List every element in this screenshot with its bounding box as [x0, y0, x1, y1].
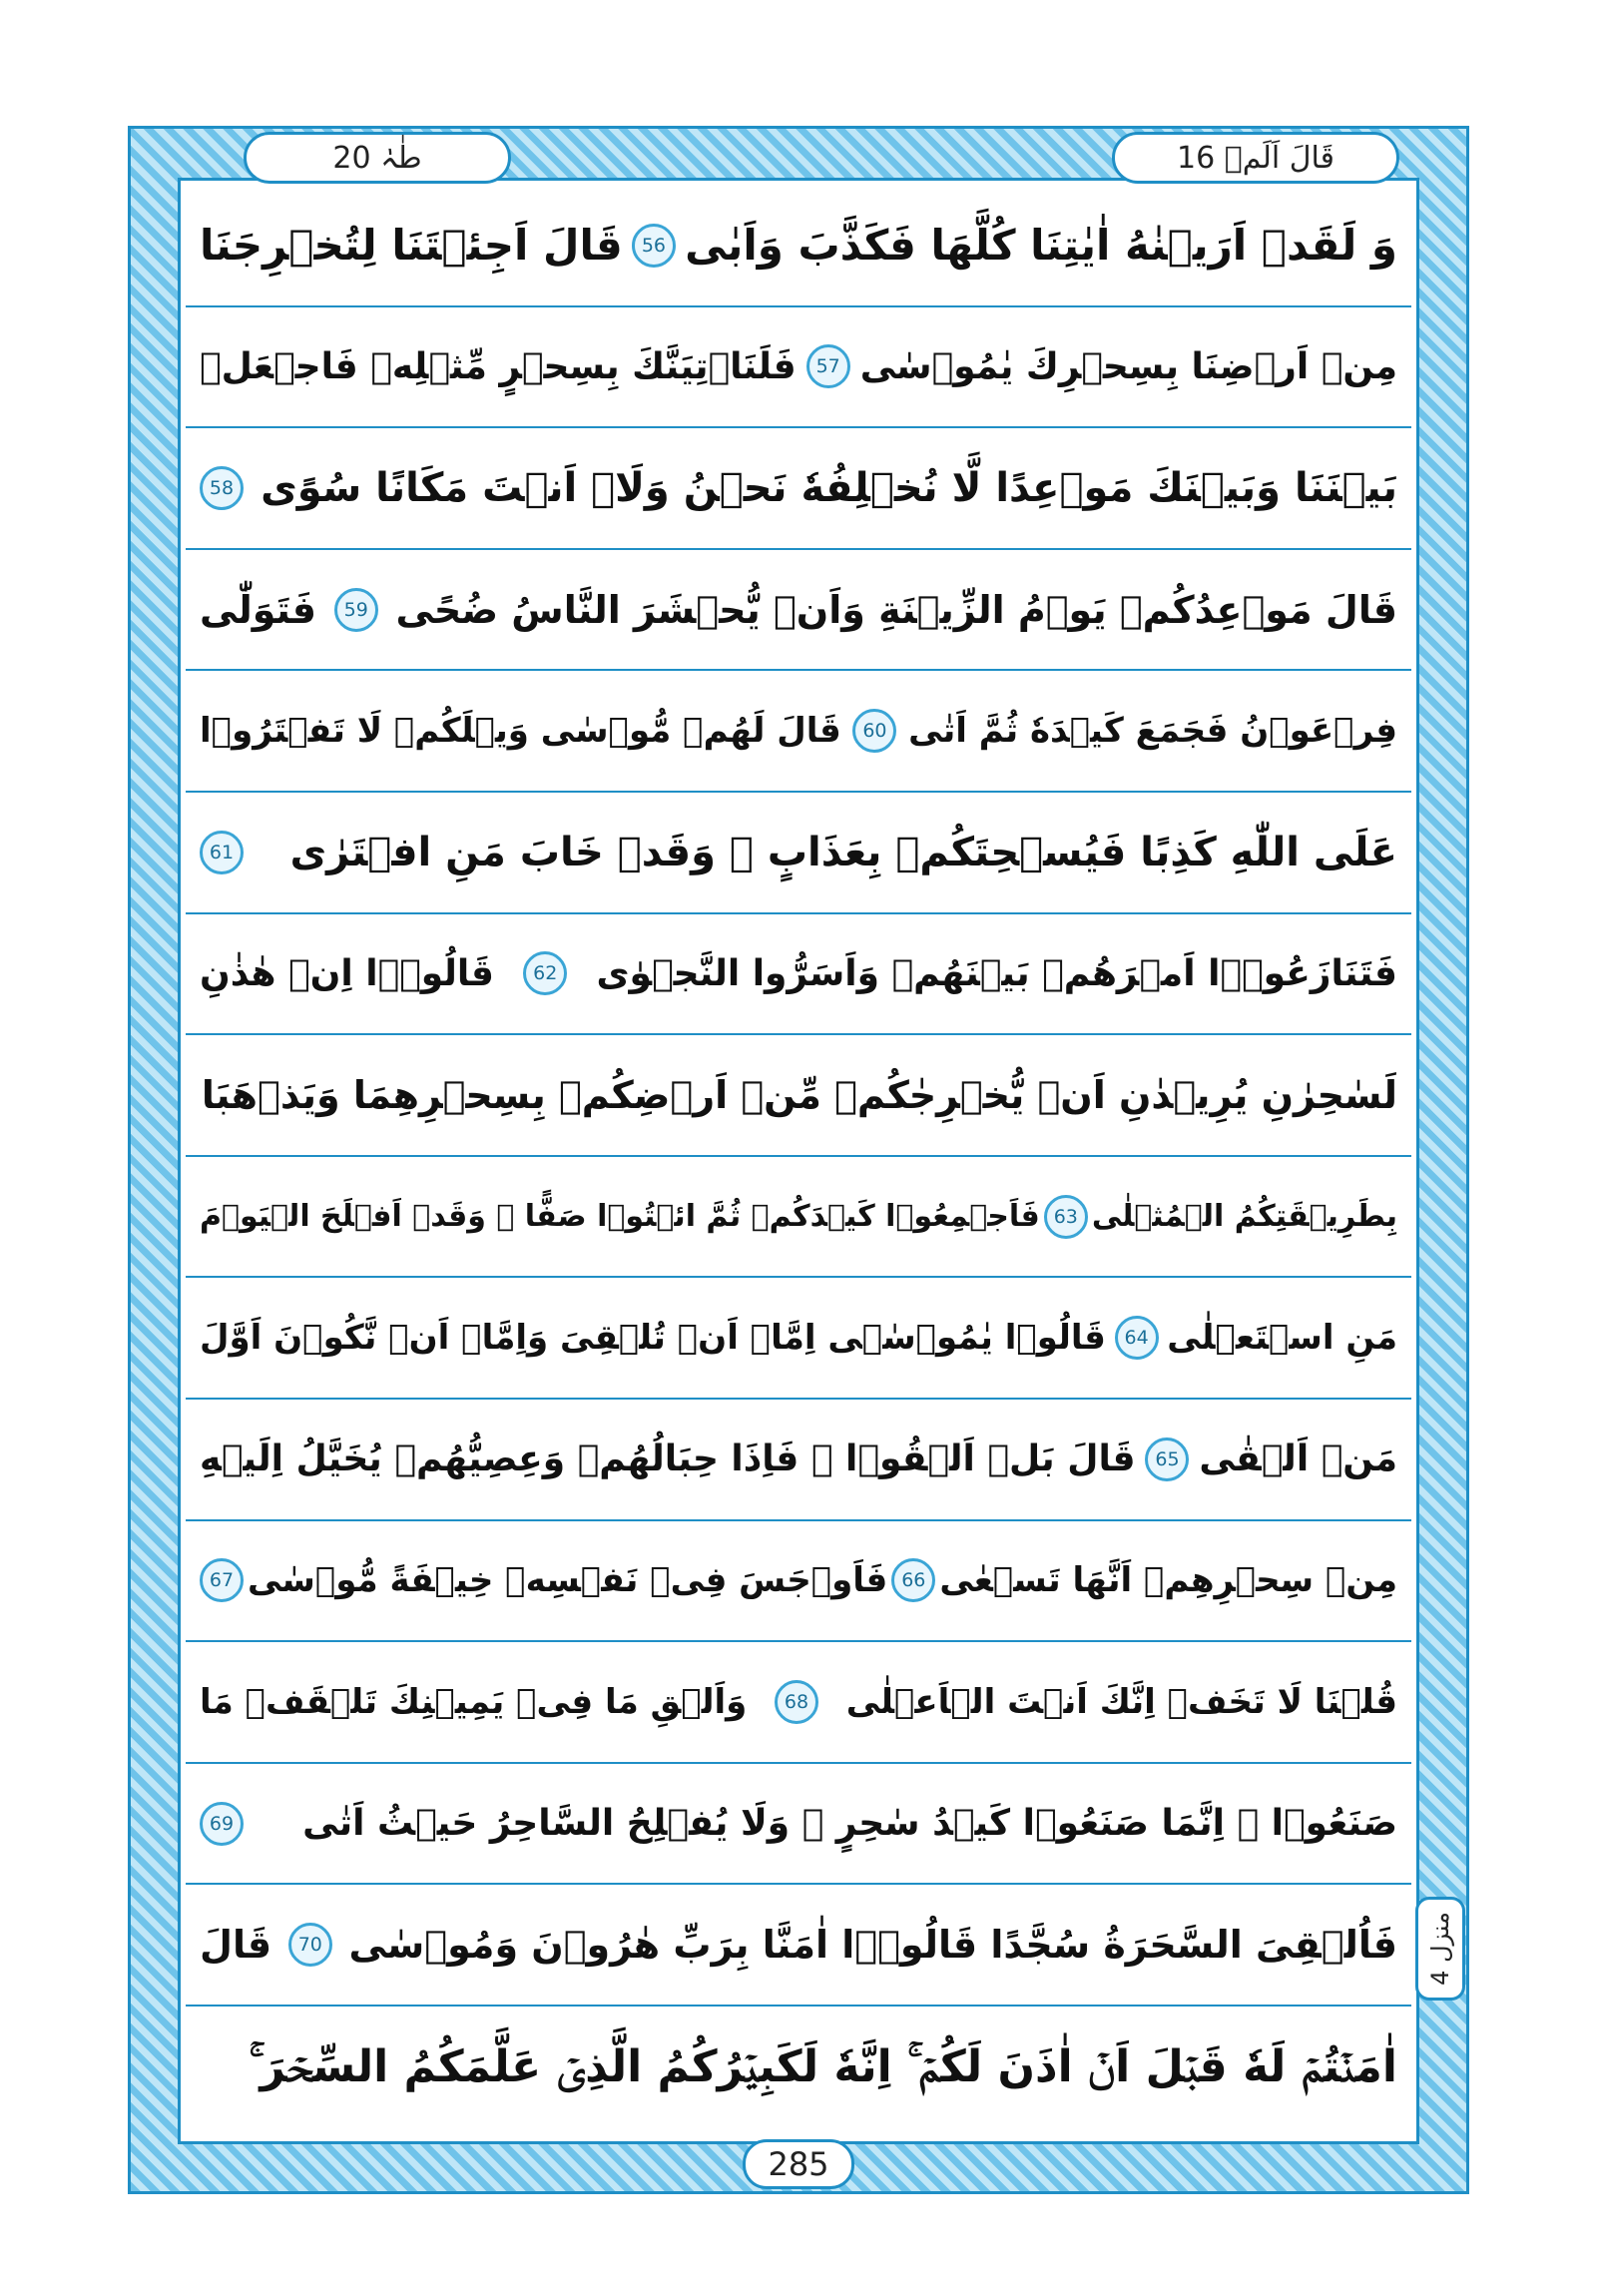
ayah-number-marker: 61: [200, 831, 244, 874]
verse-text: قَالَ مَوۡعِدُكُمۡ يَوۡمُ الزِّيۡنَةِ وَاَنۡ يُّحۡشَرَ النَّاسُ ضُحًى: [395, 587, 1397, 632]
surah-name-label: طٰہٰ 20: [332, 140, 422, 176]
ayah-number-marker: 65: [1145, 1437, 1189, 1481]
verse-line: [186, 550, 1411, 672]
page-number: 285: [768, 2145, 829, 2183]
verse-text: صَنَعُوۡا ۚ اِنَّمَا صَنَعُوۡا كَيۡدُ سٰحِرٍ ۚ وَلَا يُفۡلِحُ السَّاحِرُ حَيۡثُ اَتٰى: [302, 1803, 1397, 1845]
verse-text: بَيۡنَنَا وَبَيۡنَكَ مَوۡعِدًا لَّا نُخۡلِفُهٗ نَحۡنُ وَلَاۤ اَنۡتَ مَكَانًا سُوًى: [261, 464, 1397, 511]
verse-text: قَالَ اَجِئۡتَنَا لِتُخۡرِجَنَا: [200, 221, 623, 271]
ayah-number-marker: 59: [334, 588, 378, 632]
verse-line: [186, 671, 1411, 793]
verse-line: [186, 1278, 1411, 1400]
ayah-number-marker: 67: [200, 1558, 244, 1602]
ayah-number-marker: 63: [1044, 1195, 1088, 1239]
verse-line: [186, 2007, 1411, 2128]
verse-text: فَتَنَازَعُوۡۤا اَمۡرَهُمۡ بَيۡنَهُمۡ وَاَسَرُّوا النَّجۡوٰى: [596, 952, 1397, 994]
surah-name-header: [244, 132, 511, 184]
verse-text: فَاُلۡقِىَ السَّحَرَةُ سُجَّدًا قَالُوۡۤا اٰمَنَّا بِرَبِّ هٰرُوۡنَ وَمُوۡسٰى: [348, 1923, 1397, 1968]
manzil-label: منزل 4: [1426, 1912, 1454, 1986]
ayah-number-marker: 70: [288, 1923, 332, 1967]
verse-text: قَالُوۡۤا اِنۡ هٰذٰنِ: [200, 952, 494, 994]
ayah-number-marker: 66: [891, 1558, 935, 1602]
verse-line: [186, 307, 1411, 429]
verse-text: فَلَنَاۡتِيَنَّكَ بِسِحۡرٍ مِّثۡلِهٖ فَاجۡعَلۡ: [200, 345, 797, 387]
ayah-number-marker: 64: [1115, 1316, 1159, 1360]
verse-text: لَسٰحِرٰنِ يُرِيۡدٰنِ اَنۡ يُّخۡرِجٰكُمۡ مِّنۡ اَرۡضِكُمۡ بِسِحۡرِهِمَا وَيَذۡهَبَا: [201, 1072, 1397, 1117]
verse-text: بِطَرِيۡقَتِكُمُ الۡمُثۡلٰى: [1091, 1199, 1397, 1235]
ayah-number-marker: 60: [852, 709, 896, 753]
verse-line: [186, 1157, 1411, 1279]
verse-line: [186, 914, 1411, 1036]
verse-text: فَتَوَلّٰى: [200, 587, 316, 632]
verse-line: [186, 428, 1411, 550]
verse-line: [186, 1400, 1411, 1521]
verse-line: [186, 1885, 1411, 2007]
verse-text: اٰمَنۡتُمۡ لَهٗ قَبۡلَ اَنۡ اٰذَنَ لَكُمۡ ۚ اِنَّهٗ لَكَبِيۡرُكُمُ الَّذِىۡ عَلَّمَكُمُ السِّحۡرَ ۚ: [249, 2041, 1397, 2093]
ayah-number-marker: 62: [523, 951, 567, 995]
verse-text: قَالَ لَهُمۡ مُّوۡسٰى وَيۡلَكُمۡ لَا تَفۡتَرُوۡا: [200, 711, 841, 752]
verse-text: عَلَى اللّٰهِ كَذِبًا فَيُسۡحِتَكُمۡ بِعَذَابٍ ۚ وَقَدۡ خَابَ مَنِ افۡتَرٰى: [289, 829, 1397, 875]
verse-text: مَنۡ اَلۡقٰى: [1199, 1438, 1397, 1480]
verse-text: مَنِ اسۡتَعۡلٰى: [1167, 1318, 1397, 1359]
verse-line: [186, 1521, 1411, 1643]
verse-text: قَالُوۡا يٰمُوۡسٰۤى اِمَّاۤ اَنۡ تُلۡقِىَ وَاِمَّاۤ اَنۡ نَّكُوۡنَ اَوَّلَ: [200, 1318, 1106, 1359]
ayah-number-marker: 69: [200, 1802, 244, 1846]
verse-line: [186, 1642, 1411, 1764]
manzil-tab: [1415, 1897, 1465, 2001]
verse-text: مِنۡ اَرۡضِنَا بِسِحۡرِكَ يٰمُوۡسٰى: [859, 345, 1397, 387]
verse-text: فَاَجۡمِعُوۡا كَيۡدَكُمۡ ثُمَّ ائۡتُوۡا صَفًّا ۚ وَقَدۡ اَفۡلَحَ الۡيَوۡمَ: [200, 1199, 1040, 1235]
verse-text: وَ لَقَدۡ اَرَيۡنٰهُ اٰيٰتِنَا كُلَّهَا فَكَذَّبَ وَاَبٰى: [685, 221, 1397, 271]
verse-text: مِنۡ سِحۡرِهِمۡ اَنَّهَا تَسۡعٰى: [939, 1560, 1397, 1601]
ayah-number-marker: 56: [632, 224, 676, 268]
verse-line: [186, 186, 1411, 307]
verse-line: [186, 1764, 1411, 1886]
verse-text: وَاَلۡقِ مَا فِىۡ يَمِيۡنِكَ تَلۡقَفۡ مَا: [200, 1681, 748, 1722]
ayah-number-marker: 68: [775, 1680, 818, 1724]
ayah-number-marker: 58: [200, 466, 244, 510]
verse-text: قَالَ: [200, 1923, 272, 1968]
verse-line: [186, 793, 1411, 914]
verse-text: فَاَوۡجَسَ فِىۡ نَفۡسِهٖ خِيۡفَةً مُّوۡسٰى: [248, 1560, 888, 1601]
verse-line: [186, 1035, 1411, 1157]
page-number-badge: [743, 2139, 854, 2189]
verse-lines: [186, 186, 1411, 2136]
ayah-number-marker: 57: [806, 344, 850, 388]
juz-name-header: [1112, 132, 1399, 184]
verse-text: قَالَ بَلۡ اَلۡقُوۡا ۚ فَاِذَا حِبَالُهُمۡ وَعِصِيُّهُمۡ يُخَيَّلُ اِلَيۡهِ: [200, 1438, 1136, 1480]
verse-text: فِرۡعَوۡنُ فَجَمَعَ كَيۡدَهٗ ثُمَّ اَتٰى: [908, 711, 1397, 752]
verse-text: قُلۡنَا لَا تَخَفۡ اِنَّكَ اَنۡتَ الۡاَعۡلٰى: [845, 1681, 1397, 1722]
juz-name-label: قَالَ اَلَمۡ 16: [1177, 140, 1334, 176]
